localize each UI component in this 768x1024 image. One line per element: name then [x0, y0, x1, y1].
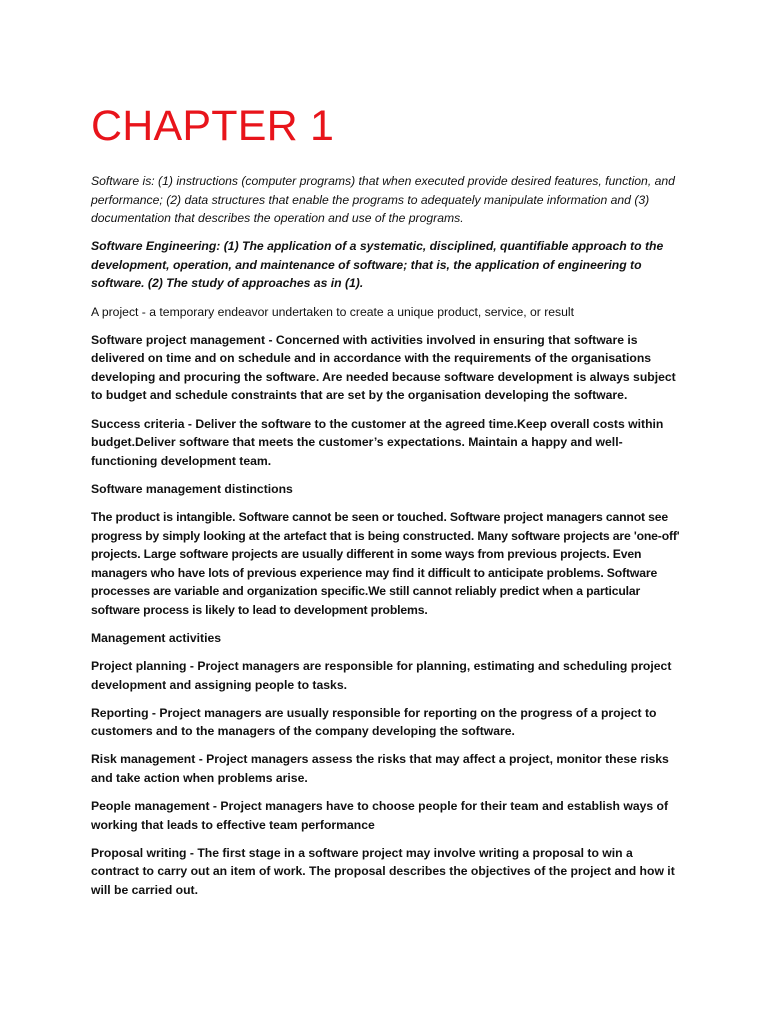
- chapter-title: CHAPTER 1: [91, 102, 335, 150]
- people-management-label: People management: [91, 799, 210, 814]
- paragraph-project-planning: [91, 657, 681, 694]
- activities-heading-text: Management activities: [91, 630, 222, 645]
- project-planning-label: Project planning: [91, 659, 187, 674]
- distinctions-heading-text: Software management distinctions: [91, 481, 293, 496]
- people-management-text: - Project managers have to choose people for their team and establish ways of working that leads to effective team performance: [91, 799, 669, 832]
- paragraph-proposal-writing: [91, 844, 681, 900]
- software-is-label: Software is:: [91, 174, 155, 188]
- paragraph-software-project-management: [91, 331, 681, 405]
- proposal-writing-label: Proposal writing: [91, 845, 187, 860]
- success-criteria-text: - Deliver the software to the customer at the agreed time.Keep overall costs within budget.Deliver software that meets the customer’s expectations. Maintain a happy and well-functioning development team.: [91, 416, 664, 468]
- paragraph-project: [91, 303, 681, 322]
- paragraph-reporting: [91, 704, 681, 741]
- software-project-management-label: Software project management: [91, 332, 266, 347]
- reporting-text: - Project managers are usually responsible for reporting on the progress of a project to customers and to the managers of the company developing the software.: [91, 705, 657, 739]
- project-text: A project - a temporary endeavor undertaken to create a unique product, service, or result: [91, 304, 575, 319]
- paragraph-people-management: [91, 797, 681, 834]
- software-is-text: (1) instructions (computer programs) that when executed provide desired features, function, and performance; (2) data structures that enable the programs to adequately manipulate information and (3) documentation that describes the operation and use of the programs.: [91, 174, 675, 226]
- software-engineering-text: (1) The application of a systematic, disciplined, quantifiable approach to the development, operation, and maintenance of software; that is, the application of engineering to software. (2) The study of approaches as in (1).: [91, 239, 664, 291]
- paragraph-software-engineering: [91, 237, 681, 293]
- risk-management-label: Risk management: [91, 752, 196, 767]
- risk-management-text: - Project managers assess the risks that may affect a project, monitor these risks and take action when problems arise.: [91, 752, 669, 786]
- paragraph-software-is: [91, 172, 681, 228]
- document-page: [91, 96, 681, 909]
- reporting-label: Reporting: [91, 705, 149, 720]
- success-criteria-label: Success criteria: [91, 416, 185, 431]
- heading-management-activities: [91, 629, 681, 648]
- proposal-writing-text: - The first stage in a software project may involve writing a proposal to win a contract to carry out an item of work. The proposal describes the objectives of the project and how it will be carried out.: [91, 845, 675, 897]
- software-engineering-label: Software Engineering:: [91, 239, 221, 254]
- project-planning-text: - Project managers are responsible for planning, estimating and scheduling project development and assigning people to tasks.: [91, 659, 672, 692]
- software-project-management-text: - Concerned with activities involved in ensuring that software is delivered on time and on schedule and in accordance with the requirements of the organisations developing and procuring the software. Are needed because software development is always subject to budget and schedule constraints that are set by the organisation developing the software.: [91, 332, 676, 403]
- paragraph-risk-management: [91, 750, 681, 787]
- heading-software-management-distinctions: [91, 480, 681, 499]
- paragraph-success-criteria: [91, 415, 681, 471]
- product-intangible-text: The product is intangible. Software cannot be seen or touched. Software project managers cannot see progress by simply looking at the artefact that is being constructed. Many software projects are 'one-off' projects. Large software projects are usually different in some ways from previous projects. Even managers who have lots of previous experience may find it difficult to anticipate problems. Software processes are variable and organization specific.We still cannot reliably predict when a particular software process is likely to lead to development problems.: [91, 509, 680, 617]
- paragraph-product-intangible: [91, 508, 681, 620]
